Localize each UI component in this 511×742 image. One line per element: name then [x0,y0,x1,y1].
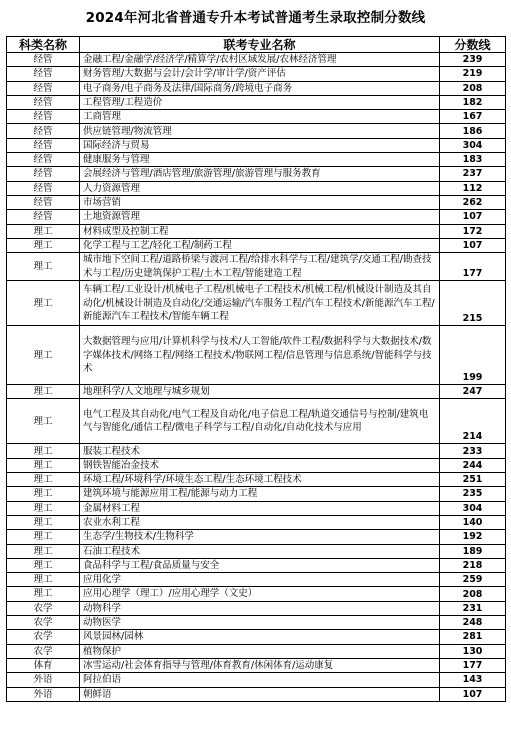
score-cell: 107 [440,238,506,252]
score-cell: 107 [440,210,506,224]
category-cell: 理工 [7,238,80,252]
major-cell: 土地资源管理 [80,210,440,224]
category-cell: 理工 [7,385,80,399]
table-row [7,326,506,385]
score-cell: 130 [440,644,506,658]
table-row [7,238,506,252]
score-cell: 140 [440,515,506,529]
category-cell: 理工 [7,473,80,487]
score-cell: 239 [440,53,506,67]
score-cell: 237 [440,167,506,181]
table-body [7,53,506,702]
category-cell: 经管 [7,67,80,81]
score-cell: 143 [440,673,506,687]
score-cell: 112 [440,181,506,195]
header-category: 科类名称 [7,37,80,53]
category-cell: 理工 [7,487,80,501]
score-table [6,36,506,702]
score-cell: 262 [440,195,506,209]
table-row [7,224,506,238]
table-row [7,124,506,138]
score-cell: 186 [440,124,506,138]
category-cell: 理工 [7,444,80,458]
category-cell: 理工 [7,281,80,326]
score-cell: 215 [440,281,506,326]
category-cell: 经管 [7,210,80,224]
score-cell: 189 [440,544,506,558]
category-cell: 理工 [7,253,80,281]
category-cell: 理工 [7,458,80,472]
major-cell: 石油工程技术 [80,544,440,558]
category-cell: 理工 [7,515,80,529]
major-cell: 生态学/生物技术/生物科学 [80,530,440,544]
table-row [7,281,506,326]
major-cell: 工程管理/工程造价 [80,95,440,109]
table-row [7,81,506,95]
major-cell: 市场营销 [80,195,440,209]
major-cell: 食品科学与工程/食品质量与安全 [80,558,440,572]
category-cell: 经管 [7,153,80,167]
category-cell: 农学 [7,616,80,630]
table-row [7,501,506,515]
major-cell: 地理科学/人文地理与城乡规划 [80,385,440,399]
table-row [7,167,506,181]
score-cell: 208 [440,587,506,601]
major-cell: 会展经济与管理/酒店管理/旅游管理/旅游管理与服务教育 [80,167,440,181]
major-cell: 城市地下空间工程/道路桥梁与渡河工程/给排水科学与工程/建筑学/交通工程/勘查技术与工程/历史建筑保护工程/土木工程/智能建造工程 [80,253,440,281]
table-row [7,544,506,558]
table-row [7,658,506,672]
page-title: 2024年河北省普通专升本考试普通考生录取控制分数线 [85,10,426,26]
table-row [7,601,506,615]
table-row [7,181,506,195]
score-cell: 247 [440,385,506,399]
major-cell: 国际经济与贸易 [80,138,440,152]
category-cell: 农学 [7,601,80,615]
score-cell: 218 [440,558,506,572]
score-cell: 172 [440,224,506,238]
table-row [7,673,506,687]
category-cell: 经管 [7,181,80,195]
table-row [7,487,506,501]
major-cell: 金属材料工程 [80,501,440,515]
category-cell: 理工 [7,587,80,601]
score-cell: 107 [440,687,506,701]
major-cell: 财务管理/大数据与会计/会计学/审计学/资产评估 [80,67,440,81]
table-row [7,153,506,167]
score-cell: 183 [440,153,506,167]
score-cell: 208 [440,81,506,95]
category-cell: 体育 [7,658,80,672]
table-row [7,573,506,587]
major-cell: 建筑环境与能源应用工程/能源与动力工程 [80,487,440,501]
table-row [7,616,506,630]
category-cell: 经管 [7,138,80,152]
table-row [7,110,506,124]
score-cell: 167 [440,110,506,124]
score-cell: 199 [440,326,506,385]
header-major: 联考专业名称 [80,37,440,53]
major-cell: 环境工程/环境科学/环境生态工程/生态环境工程技术 [80,473,440,487]
table-row [7,687,506,701]
category-cell: 经管 [7,53,80,67]
major-cell: 人力资源管理 [80,181,440,195]
category-cell: 理工 [7,501,80,515]
table-row [7,444,506,458]
category-cell: 理工 [7,544,80,558]
table-row [7,558,506,572]
major-cell: 大数据管理与应用/计算机科学与技术/人工智能/软件工程/数据科学与大数据技术/数字媒体技术/网络工程/网络工程技术/物联网工程/信息管理与信息系统/智能科学与技术 [80,326,440,385]
table-row [7,458,506,472]
category-cell: 理工 [7,326,80,385]
table-row [7,530,506,544]
major-cell: 工商管理 [80,110,440,124]
major-cell: 健康服务与管理 [80,153,440,167]
category-cell: 经管 [7,110,80,124]
major-cell: 植物保护 [80,644,440,658]
category-cell: 农学 [7,644,80,658]
major-cell: 车辆工程/工业设计/机械电子工程/机械电子工程技术/机械工程/机械设计制造及其自动化/机械设计制造及自动化/交通运输/汽车服务工程/汽车工程技术/新能源汽车工程/新能源汽车工程技术/智能车辆工程 [80,281,440,326]
major-cell: 服装工程技术 [80,444,440,458]
category-cell: 经管 [7,195,80,209]
score-cell: 219 [440,67,506,81]
category-cell: 经管 [7,167,80,181]
score-cell: 177 [440,658,506,672]
major-cell: 供应链管理/物流管理 [80,124,440,138]
table-row [7,399,506,444]
major-cell: 冰雪运动/社会体育指导与管理/体育教育/休闲体育/运动康复 [80,658,440,672]
table-row [7,644,506,658]
major-cell: 阿拉伯语 [80,673,440,687]
major-cell: 朝鲜语 [80,687,440,701]
table-row [7,138,506,152]
category-cell: 外语 [7,687,80,701]
table-row [7,515,506,529]
category-cell: 理工 [7,530,80,544]
major-cell: 风景园林/园林 [80,630,440,644]
score-cell: 304 [440,501,506,515]
table-row [7,253,506,281]
category-cell: 农学 [7,630,80,644]
major-cell: 金融工程/金融学/经济学/精算学/农村区域发展/农林经济管理 [80,53,440,67]
major-cell: 化学工程与工艺/轻化工程/制药工程 [80,238,440,252]
category-cell: 理工 [7,558,80,572]
category-cell: 经管 [7,124,80,138]
table-row [7,53,506,67]
score-cell: 214 [440,399,506,444]
major-cell: 农业水利工程 [80,515,440,529]
score-cell: 244 [440,458,506,472]
major-cell: 应用心理学（理工）/应用心理学（文史） [80,587,440,601]
category-cell: 外语 [7,673,80,687]
category-cell: 经管 [7,81,80,95]
table-row [7,587,506,601]
score-cell: 233 [440,444,506,458]
header-score: 分数线 [440,37,506,53]
score-cell: 304 [440,138,506,152]
table-row [7,473,506,487]
score-cell: 182 [440,95,506,109]
table-header-row [7,37,506,53]
major-cell: 材料成型及控制工程 [80,224,440,238]
category-cell: 理工 [7,573,80,587]
table-row [7,67,506,81]
score-cell: 192 [440,530,506,544]
score-cell: 177 [440,253,506,281]
major-cell: 电子商务/电子商务及法律/国际商务/跨境电子商务 [80,81,440,95]
table-row [7,385,506,399]
table-row [7,95,506,109]
major-cell: 电气工程及其自动化/电气工程及自动化/电子信息工程/轨道交通信号与控制/建筑电气与智能化/通信工程/微电子科学与工程/自动化/自动化技术与应用 [80,399,440,444]
major-cell: 动物医学 [80,616,440,630]
table-row [7,195,506,209]
category-cell: 理工 [7,224,80,238]
score-cell: 231 [440,601,506,615]
score-cell: 235 [440,487,506,501]
major-cell: 应用化学 [80,573,440,587]
category-cell: 理工 [7,399,80,444]
table-row [7,210,506,224]
score-cell: 281 [440,630,506,644]
major-cell: 动物科学 [80,601,440,615]
table-row [7,630,506,644]
score-cell: 251 [440,473,506,487]
score-cell: 259 [440,573,506,587]
major-cell: 钢铁智能冶金技术 [80,458,440,472]
category-cell: 经管 [7,95,80,109]
score-cell: 248 [440,616,506,630]
